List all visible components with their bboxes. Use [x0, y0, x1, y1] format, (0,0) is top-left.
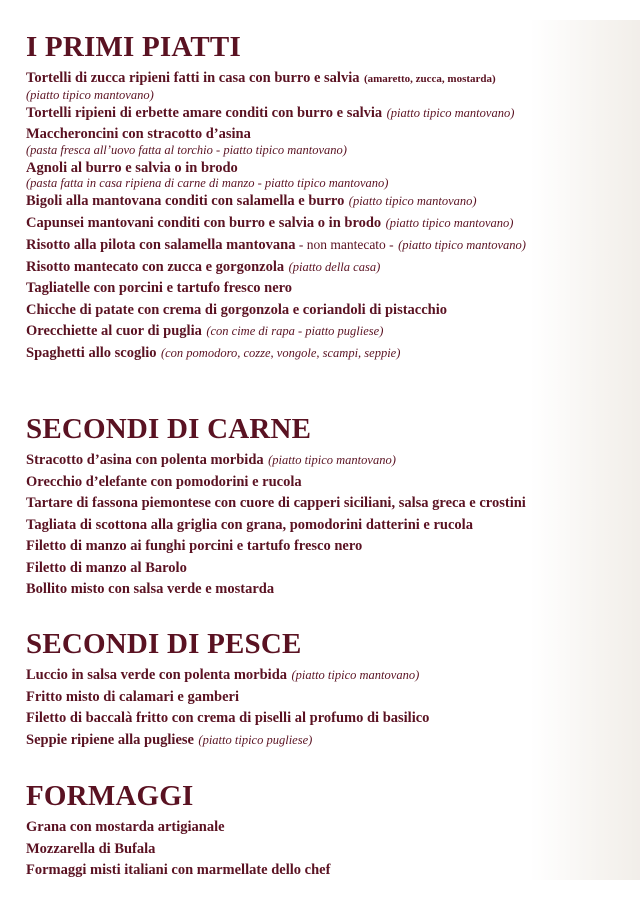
- dish-note: (piatto tipico mantovano): [398, 238, 526, 252]
- dish-note: (piatto tipico mantovano): [386, 105, 515, 120]
- section-pesce: [26, 627, 626, 751]
- dish-note: (piatto tipico pugliese): [198, 732, 313, 747]
- menu-item: [26, 158, 626, 192]
- menu-item: [26, 558, 626, 580]
- section-primi: [26, 30, 626, 364]
- dish-name: Luccio in salsa verde con polenta morbida: [26, 667, 288, 683]
- menu-item: [26, 124, 626, 158]
- dish-subnote: (pasta fresca all’uovo fatta al torchio - piatto tipico mantovano): [26, 142, 347, 157]
- dish-extra: (amaretto, zucca, mostarda): [363, 73, 496, 85]
- dish-name: Tortelli di zucca ripieni fatti in casa con burro e salvia: [26, 70, 360, 86]
- dish-name: Filetto di baccalà fritto con crema di piselli al profumo di basilico: [26, 710, 430, 726]
- menu-item: [26, 860, 626, 882]
- dish-name: Tagliatelle con porcini e tartufo fresco nero: [26, 280, 293, 296]
- dish-note: (piatto tipico mantovano): [385, 215, 514, 230]
- menu-item: [26, 472, 626, 494]
- dish-name: Risotto alla pilota con salamella mantovana: [26, 237, 296, 253]
- dish-name: Tartare di fassona piemontese con cuore di capperi siciliani, salsa greca e crostini: [26, 495, 526, 511]
- menu-item: [26, 515, 626, 537]
- dish-name: Tortelli ripieni di erbette amare conditi con burro e salvia: [26, 104, 383, 121]
- menu-item: [26, 839, 626, 861]
- dish-name: Maccheroncini con stracotto d’asina: [26, 126, 251, 142]
- menu-item: [26, 730, 626, 752]
- dish-name: Spaghetti allo scoglio: [26, 344, 157, 361]
- dish-name: Chicche di patate con crema di gorgonzola e coriandoli di pistacchio: [26, 301, 448, 318]
- section-title: FORMAGGI: [26, 780, 194, 812]
- dish-name: Tagliata di scottona alla griglia con grana, pomodorini datterini e rucola: [26, 516, 473, 533]
- menu-item: [26, 257, 626, 279]
- menu-item: [26, 191, 626, 213]
- dish-name: Fritto misto di calamari e gamberi: [26, 688, 240, 705]
- dish-note: (con cime di rapa - piatto pugliese): [206, 324, 384, 338]
- dish-name: Bigoli alla mantovana conditi con salamella e burro: [26, 193, 345, 209]
- dish-note: (con pomodoro, cozze, vongole, scampi, seppie): [160, 345, 401, 360]
- menu-item: [26, 103, 626, 125]
- dish-name: Filetto di manzo ai funghi porcini e tartufo fresco nero: [26, 538, 363, 554]
- section-title: I PRIMI PIATTI: [26, 31, 241, 63]
- menu-item: [26, 343, 626, 365]
- dish-name: Seppie ripiene alla pugliese: [26, 731, 194, 748]
- dish-note: (piatto della casa): [288, 259, 381, 274]
- dish-name: Capunsei mantovani conditi con burro e salvia o in brodo: [26, 214, 382, 231]
- menu-item: [26, 579, 626, 601]
- dish-name: Formaggi misti italiani con marmellate dello chef: [26, 862, 331, 878]
- dish-name: Bollito misto con salsa verde e mostarda: [26, 581, 275, 597]
- dish-note: (piatto tipico mantovano): [348, 194, 477, 208]
- section-carne: [26, 412, 626, 601]
- menu-item: [26, 300, 626, 322]
- menu-item: [26, 213, 626, 235]
- dish-name: Orecchiette al cuor di puglia: [26, 323, 202, 339]
- menu-item: [26, 687, 626, 709]
- dish-name: Orecchio d’elefante con pomodorini e rucola: [26, 473, 302, 490]
- dish-name: Grana con mostarda artigianale: [26, 819, 225, 835]
- menu-item: [26, 708, 626, 730]
- dish-name: Risotto mantecato con zucca e gorgonzola: [26, 258, 285, 275]
- menu-item: [26, 536, 626, 558]
- section-title: SECONDI DI PESCE: [26, 628, 302, 660]
- menu-item: [26, 68, 626, 103]
- menu-item: [26, 665, 626, 687]
- dish-subnote: (piatto tipico mantovano): [26, 87, 154, 102]
- menu-item: [26, 817, 626, 839]
- dish-name: Stracotto d’asina con polenta morbida: [26, 452, 264, 468]
- dish-note: (piatto tipico mantovano): [291, 668, 420, 682]
- section-title: SECONDI DI CARNE: [26, 413, 312, 445]
- menu-item: [26, 321, 626, 343]
- dish-name: Agnoli al burro e salvia o in brodo: [26, 159, 238, 176]
- dish-note: (piatto tipico mantovano): [268, 453, 396, 467]
- menu-item: [26, 450, 626, 472]
- menu-item: [26, 278, 626, 300]
- dish-name: Mozzarella di Bufala: [26, 840, 156, 857]
- dish-name: Filetto di manzo al Barolo: [26, 559, 187, 576]
- section-formaggi: [26, 779, 626, 882]
- dish-subnote: (pasta fatta in casa ripiena di carne di manzo - piatto tipico mantovano): [26, 176, 389, 190]
- menu-item: [26, 234, 626, 257]
- dish-plain-note: - non mantecato -: [295, 237, 394, 252]
- menu-item: [26, 493, 626, 515]
